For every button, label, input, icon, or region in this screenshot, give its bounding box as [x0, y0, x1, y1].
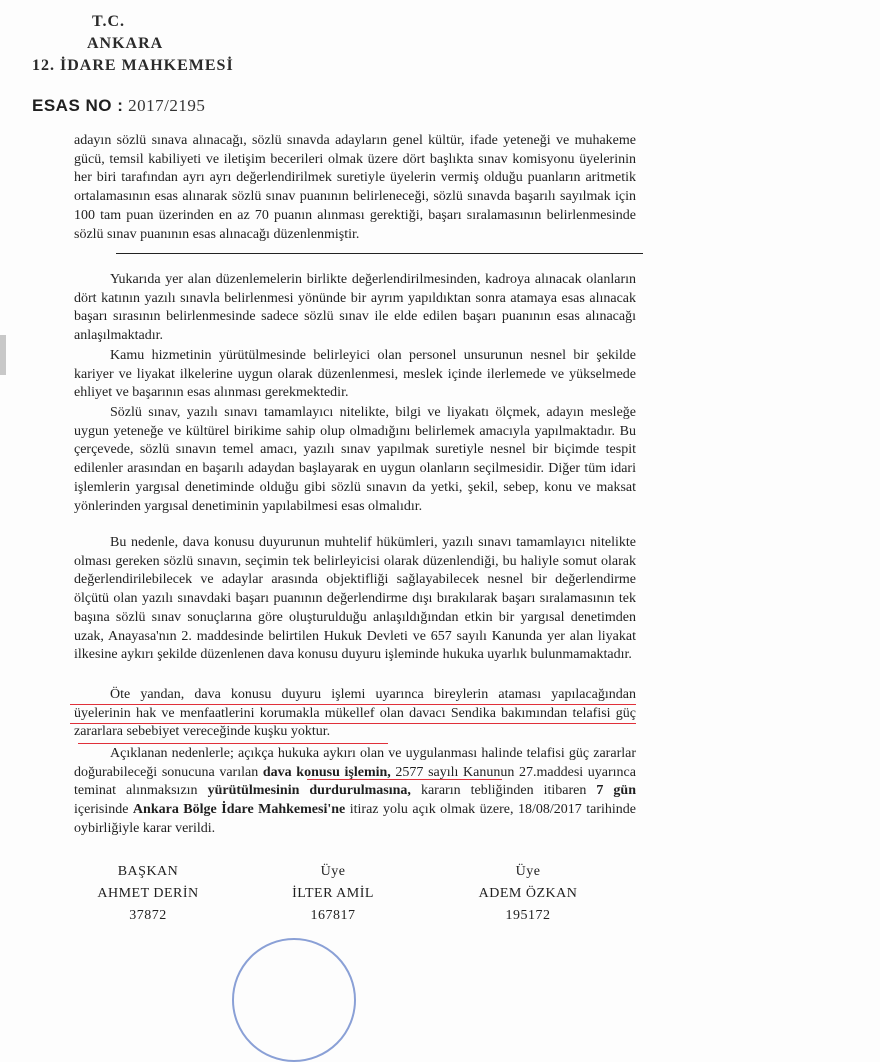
final-bold-4: Ankara Bölge İdare Mahkemesi'ne: [132, 802, 346, 818]
header-city: ANKARA: [87, 35, 164, 52]
underline-red-4: [307, 779, 502, 780]
final-bold-2: yürütülmesinin durdurulmasına,: [207, 783, 411, 799]
signature-role: Üye: [515, 864, 541, 879]
paragraph-5: Bu nedenle, dava konusu duyurunun muhtelif hükümleri, yazılı sınavı tamamlayıcı nitelikte olması gereken sözlü sınavın, seçimin tek belirleyicisi olarak düzenlendiği, bu haliyle somut olarak değerlendirilebilecek ve adaylar arasında objektifliği sağlayabilecek nesnel bir değerlendirme ölçütü olan yazılı sınavdaki başarı puanının değerlendirme dışı bırakılarak başarı sıralamasının tek başına sözlü sınav sonuçlarına göre oluşturulduğu anlaşıldığından etkin bir yargısal denetimden uzak, Anayasa'nın 2. maddesinde belirtilen Hukuk Devleti ve 657 sayılı Kanunda yer alan liyakat ilkesine aykırı şekilde düzenlenen dava konusu duyuru işleminde hukuka uyarlık bulunmamaktadır.: [74, 535, 636, 663]
final-bold-3: 7 gün: [596, 783, 636, 799]
signature-president: [58, 861, 238, 927]
final-text-3: kararın tebliğinden itibaren: [410, 783, 597, 799]
underline-red-1: [70, 704, 636, 705]
final-bold-1: dava konusu işlemin,: [262, 764, 391, 780]
paragraph-3: Kamu hizmetinin yürütülmesinde belirleyici olan personel unsurunun nesnel bir şekilde kariyer ve liyakat ilkelerine uygun olarak düzenlenmesi, meslek içinde ilerlemede ve yükselmede ehliyet ve başarının esas alınması gerekmektedir.: [74, 348, 636, 401]
signature-number: 167817: [310, 908, 356, 923]
signature-name: ADEM ÖZKAN: [478, 886, 578, 901]
signature-name: AHMET DERİN: [97, 886, 199, 901]
final-text-4: içerisinde: [74, 802, 133, 818]
signature-role: BAŞKAN: [117, 864, 179, 879]
paragraph-4: Sözlü sınav, yazılı sınavı tamamlayıcı nitelikte, bilgi ve liyakatı ölçmek, adayın mesleğe uygun yeteneğe ve kültürel birikime sahip olup olmadığını belirlemek amacıyla yapılmaktadır. Bu çerçevede, sözlü sınavın temel amacı, yazılı sınav yapılmak suretiyle nesnel bir biçimde tespit edilenler arasından en başarılı adaydan başlayarak en uygun olanların seçilmesidir. Diğer tüm idari işlemlerin yargısal denetiminde olduğu gibi sözlü sınavın da yetki, şekil, sebep, konu ve maksat yönlerinden yargısal denetiminin yapılabilmesi esas olmalıdır.: [74, 405, 636, 514]
paragraph-2: Yukarıda yer alan düzenlemelerin birlikte değerlendirilmesinden, kadroya alınacak olanların dört katının yazılı sınavla belirlenmesi yönünde bir ayrım yapıldıktan sonra atamaya esas alınacak başarı sırasının belirlenmesinde sadece sözlü sınav ile elde edilen başarı puanının esas alınacağı anlaşılmaktadır.: [74, 272, 636, 344]
signature-role: Üye: [320, 864, 346, 879]
header-court: 12. İDARE MAHKEMESİ: [32, 57, 234, 74]
header-tc: T.C.: [92, 13, 126, 30]
underline-black-1: [116, 253, 643, 254]
case-number-value: 2017/2195: [128, 96, 206, 115]
case-number: [32, 96, 205, 116]
final-text-2: 2577 sayılı Kanunun 27.maddesi uyarınca teminat alınmaksızın: [74, 764, 636, 799]
final-text-5: itiraz yolu açık olmak üzere, 18/08/2017 tarihinde oybirliğiyle karar verildi.: [74, 802, 636, 836]
paragraph-1: adayın sözlü sınava alınacağı, sözlü sınavda adayların genel kültür, ifade yeteneği ve muhakeme gücü, temsil kabiliyeti ve iletişim becerileri olmak üzere dört başlıkta sınav komisyonu üyelerinin her biri tarafından ayrı ayrı değerlendirilmek suretiyle üyelerin vermiş olduğu puanların aritmetik ortalamasının esas alınarak sözlü sınav puanının belirleneceği, sözlü sınavda başarılı sayılmak için 100 tam puan üzerinden en az 70 puanın alınması gerektiği, başarı sıralamasının belirlenmesinde sözlü sınav puanının esas alınacağı düzenlenmiştir.: [74, 133, 636, 242]
case-number-label: ESAS NO :: [32, 96, 124, 115]
signature-number: 195172: [505, 908, 551, 923]
underline-red-3: [78, 743, 388, 744]
paragraph-final: [74, 745, 636, 839]
scan-edge-mark: [0, 335, 6, 375]
signature-member-2: [438, 861, 618, 927]
paragraph-6: Öte yandan, dava konusu duyuru işlemi uyarınca bireylerin ataması yapılacağından üyelerinin hak ve menfaatlerini korumakla mükellef olan davacı Sendika bakımından telafisi güç zararlara sebebiyet vereceğinde kuşku yoktur.: [74, 687, 636, 740]
signature-member-1: [243, 861, 423, 927]
signature-number: 37872: [129, 908, 167, 923]
court-seal-stamp: [232, 938, 356, 1062]
underline-red-2: [70, 723, 636, 724]
signature-name: İLTER AMİL: [292, 886, 374, 901]
final-text-1: Açıklanan nedenlerle; açıkça hukuka aykırı olan ve uygulanması halinde telafisi güç zararlar doğurabileceği sonucuna varılan: [74, 746, 636, 780]
